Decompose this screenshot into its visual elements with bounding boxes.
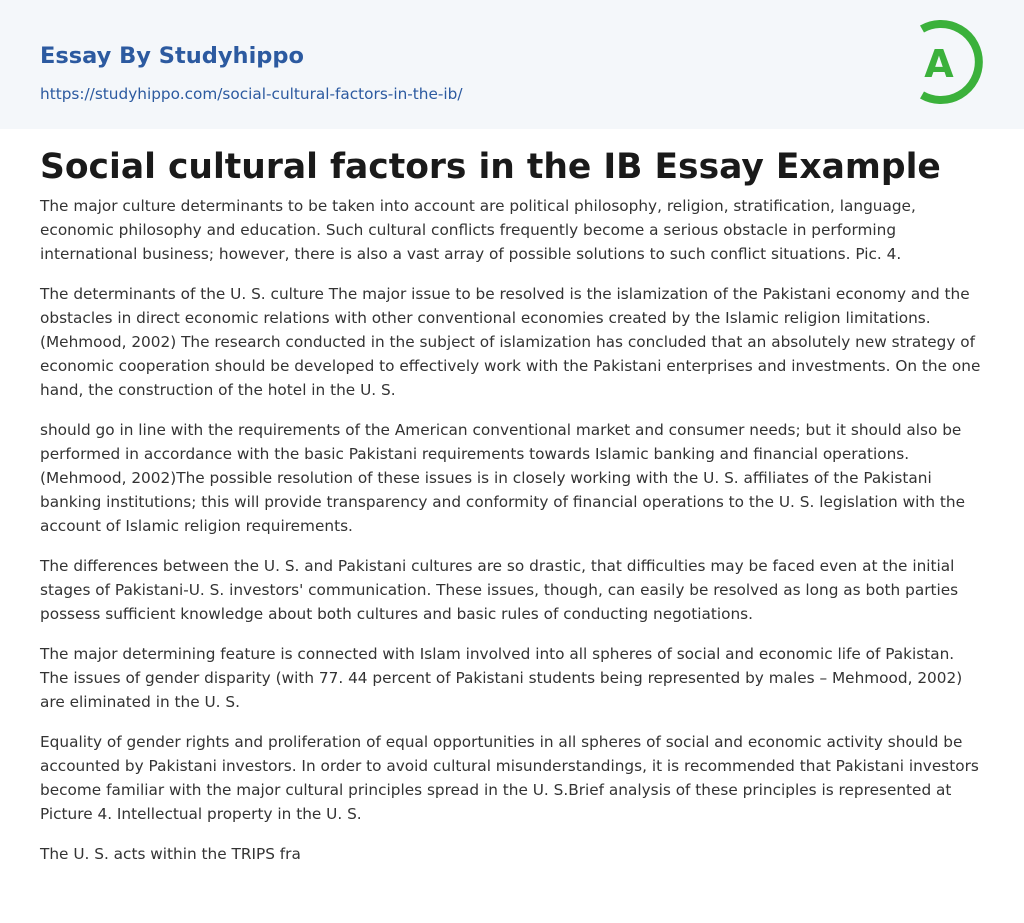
paragraph: The differences between the U. S. and Pakistani cultures are so drastic, that difficulties may be faced even at the initial stages of Pakistani-U. S. investors' communication. These issues, though, can easily be resolved as long as both parties possess sufficient knowledge about both cultures and basic rules of conducting negotiations. bbox=[40, 557, 959, 623]
brand-name[interactable]: Essay By Studyhippo bbox=[40, 43, 304, 69]
article-url-link[interactable]: https://studyhippo.com/social-cultural-factors-in-the-ib/ bbox=[40, 85, 463, 103]
studyhippo-logo-icon[interactable] bbox=[904, 15, 992, 109]
logo-letter: A bbox=[924, 42, 954, 86]
paragraph: Equality of gender rights and proliferation of equal opportunities in all spheres of social and economic activity should be accounted by Pakistani investors. In order to avoid cultural misunderstandings, it is recommended that Pakistani investors become familiar with the major cultural principles spread in the U. S.Brief analysis of these principles is represented at Picture 4. Intellectual property in the U. S. bbox=[40, 733, 979, 823]
article-title: Social cultural factors in the IB Essay Example bbox=[40, 147, 941, 187]
paragraph: The major determining feature is connected with Islam involved into all spheres of social and economic life of Pakistan. The issues of gender disparity (with 77. 44 percent of Pakistani students being represented by males – Mehmood, 2002) are eliminated in the U. S. bbox=[40, 645, 963, 711]
article-body bbox=[40, 194, 985, 882]
paragraph: The major culture determinants to be taken into account are political philosophy, religion, stratification, language, economic philosophy and education. Such cultural conflicts frequently become a serious obstacle in performing international business; however, there is also a vast array of possible solutions to such conflict situations. Pic. 4. bbox=[40, 197, 916, 263]
paragraph: should go in line with the requirements of the American conventional market and consumer needs; but it should also be performed in accordance with the basic Pakistani requirements towards Islamic banking and financial operations. (Mehmood, 2002)The possible resolution of these issues is in closely working with the U. S. affiliates of the Pakistani banking institutions; this will provide transparency and conformity of financial operations to the U. S. legislation with the account of Islamic religion requirements. bbox=[40, 421, 965, 535]
paragraph: The determinants of the U. S. culture The major issue to be resolved is the islamization of the Pakistani economy and the obstacles in direct economic relations with other conventional economies created by the Islamic religion limitations.(Mehmood, 2002) The research conducted in the subject of islamization has concluded that an absolutely new strategy of economic cooperation should be developed to effectively work with the Pakistani enterprises and investments. On the one hand, the construction of the hotel in the U. S. bbox=[40, 285, 981, 399]
paragraph: The U. S. acts within the TRIPS fra bbox=[40, 845, 301, 863]
site-header bbox=[0, 0, 1024, 129]
